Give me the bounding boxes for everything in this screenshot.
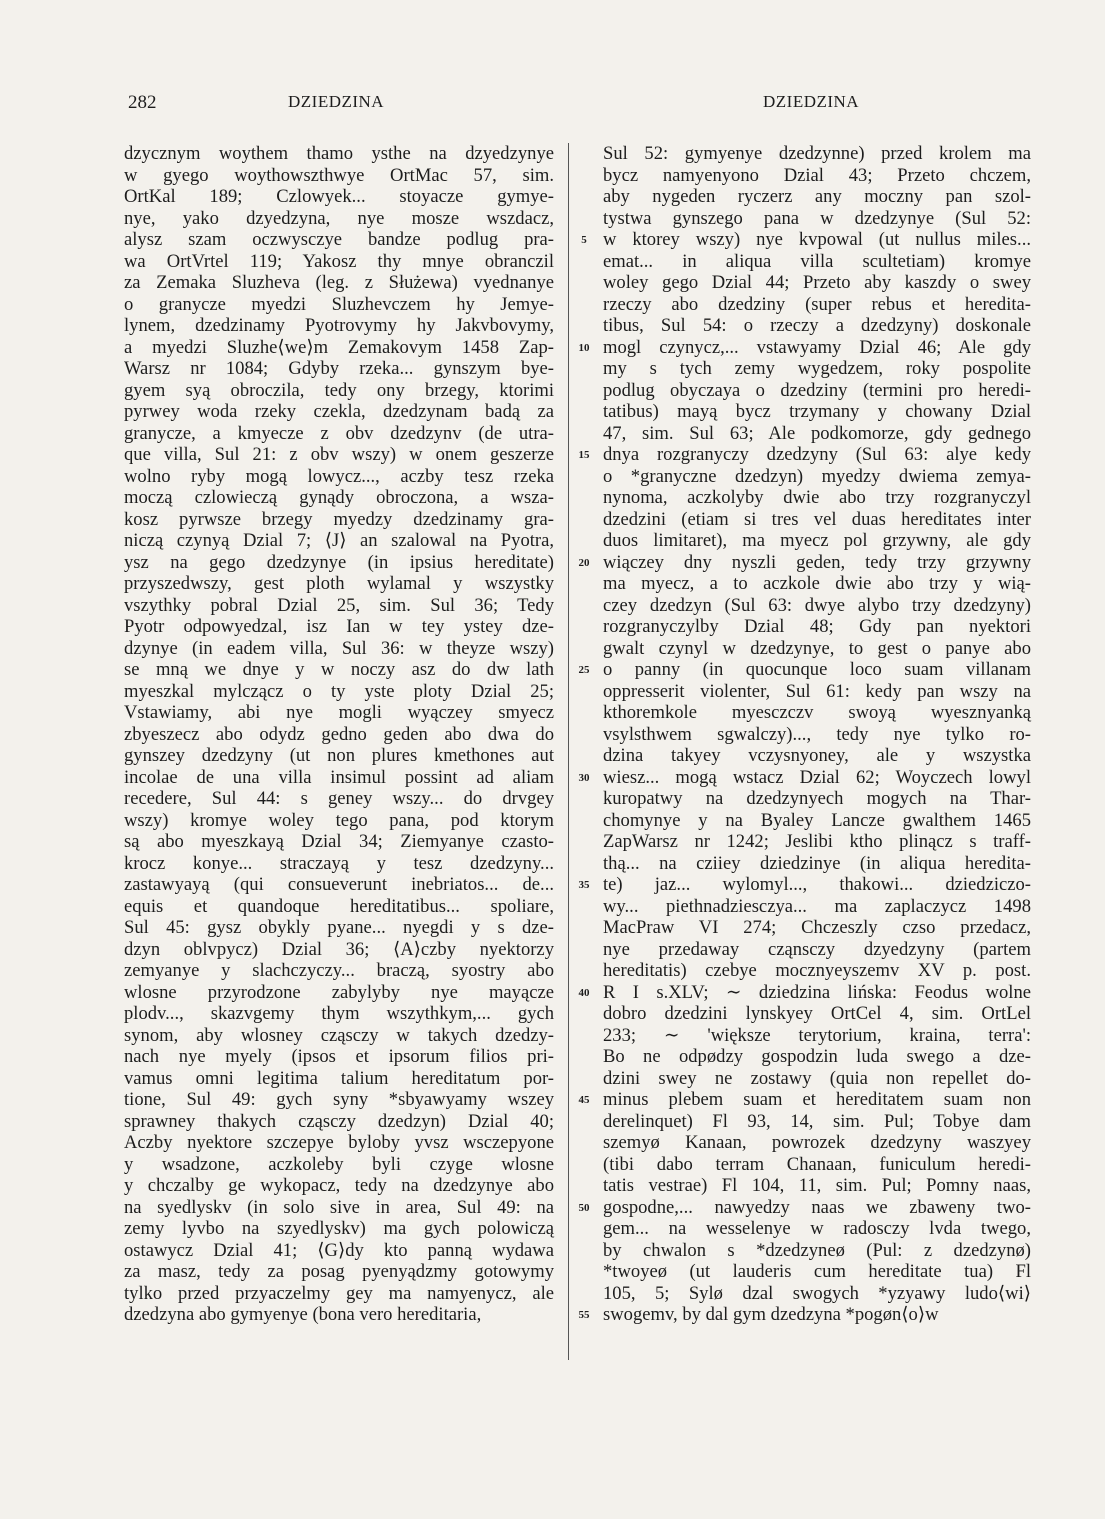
line-number: 15: [578, 449, 590, 461]
left-column: [124, 143, 554, 1326]
text-line: derelinquet) Fl 93, 14, sim. Pul; Tobye dam: [603, 1110, 1031, 1132]
text-line: wlosne przyrodzone zabylyby nye mayącze: [124, 981, 554, 1003]
text-line: dobro dzedzini lynskyey OrtCel 4, sim. OrtLel: [603, 1003, 1031, 1024]
text-line: mogl czynycz,... vstawyamy Dzial 46; Ale gdy: [603, 336, 1031, 358]
text-line: my s tych zemy wygedzem, roky pospolite: [603, 358, 1031, 379]
line-number: 55: [578, 1309, 590, 1321]
text-line: vsylsthwem sgwalczy)..., tedy nye tylko ro-: [603, 723, 1031, 745]
line-number: 40: [578, 986, 590, 999]
running-head-right: DZIEDZINA: [763, 92, 860, 111]
text-line: chomynye y na Byaley Lancze gwalthem 1465: [603, 809, 1031, 831]
text-line: vszythky pobral Dzial 25, sim. Sul 36; Tedy: [124, 594, 554, 616]
page-number: 282: [128, 92, 157, 113]
text-line: zemyanye y slachczyczy... braczą, syostry abo: [124, 960, 554, 981]
text-line: bycz namyenyono Dzial 43; Przeto chczem,: [603, 164, 1031, 186]
text-line: ostawycz Dzial 41; ⟨G⟩dy kto panną wydawa: [124, 1239, 554, 1261]
right-column: [603, 143, 1031, 1326]
text-line: te) jaz... wylomyl..., thakowi... dziedziczo-: [603, 874, 1031, 895]
text-line: o panny (in quocunque loco suam villanam: [603, 659, 1031, 680]
text-line: Vstawiamy, abi nye mogli wyączey smyecz: [124, 702, 554, 723]
text-line: 47, sim. Sul 63; Ale podkomorze, gdy gednego: [603, 422, 1031, 444]
text-line: krocz konye... straczayą y tesz dzedzyny...: [124, 852, 554, 874]
text-line: MacPraw VI 274; Chczeszly czso przedacz,: [603, 917, 1031, 938]
text-line: w ktorey wszy) nye kvpowal (ut nullus miles...: [603, 229, 1031, 250]
text-line: podlug obyczaya o dzedziny (termini pro heredi-: [603, 379, 1031, 401]
text-line: minus plebem suam et hereditatem suam non: [603, 1089, 1031, 1110]
text-line: hereditatis) czebye mocznyeyszemv XV p. post.: [603, 960, 1031, 981]
text-line: wy... piethnadziesczya... ma zaplaczycz 1498: [603, 895, 1031, 917]
text-line: tylko przed przyaczelmy gey ma namyenycz, ale: [124, 1282, 554, 1304]
text-line: dzini swey ne zostawy (quia non repellet do-: [603, 1067, 1031, 1089]
text-line: wolno ryby mogą lowycz..., aczby tesz rzeka: [124, 465, 554, 487]
text-line: czey dzedzyn (Sul 63: dwye alybo trzy dzedzyny): [603, 594, 1031, 616]
text-line: zastawyayą (qui consueverunt inebriatos... de...: [124, 874, 554, 895]
text-line: pyrwey woda rzeky czekla, dzedzynam badą za: [124, 401, 554, 422]
text-line: nach nye myely (ipsos et ipsorum filios pri-: [124, 1046, 554, 1067]
text-line: kosz pyrwsze brzegy myedzy dzedzinamy gra-: [124, 508, 554, 530]
text-line: dzedzyna abo gymyenye (bona vero hereditaria,: [124, 1304, 482, 1325]
text-line: *twoyeø (ut lauderis cum hereditate tua) Fl: [603, 1261, 1031, 1282]
text-line: kthoremkole myesczczv swoyą wyesznyanką: [603, 702, 1031, 723]
text-line: niczą czynyą Dzial 7; ⟨J⟩ an szalowal na Pyotra,: [124, 530, 554, 551]
text-line: myeszkal mylcząсz o ty yste ploty Dzial 25;: [124, 680, 554, 702]
text-line: granycze, a kmyecze z obv dzedzynv (de utra-: [124, 422, 554, 444]
line-number: 20: [578, 556, 590, 569]
text-line: ysz na gego dzedzynye (in ipsius hereditate): [124, 551, 554, 573]
text-line: gospodne,... nawyedzy naas we zbaweny two-: [603, 1196, 1031, 1218]
text-line: (tibi dabo terram Chanaan, funiculum heredi-: [603, 1153, 1031, 1175]
text-line: swogemv, by dal gym dzedzyna *pogøn⟨o⟩w: [603, 1304, 939, 1325]
line-number: 10: [578, 341, 590, 354]
text-line: oppresserit violenter, Sul 61: kedy pan wszy na: [603, 680, 1031, 702]
text-line: dzycznym woythem thamo ysthe na dzyedzynye: [124, 143, 554, 164]
text-line: tione, Sul 49: gych syny *sbyawyamy wszey: [124, 1089, 554, 1110]
text-line: incolae de una villa insimul possint ad aliam: [124, 766, 554, 788]
text-line: sprawney thakych cząsczy dzedzyn) Dzial 40;: [124, 1110, 554, 1132]
text-line: przyszedwszy, gest ploth wylamal y wszystky: [124, 573, 554, 594]
text-line: lynem, dzedzinamy Pyotrovymy hy Jakvbovymy,: [124, 315, 554, 336]
text-line: zbyeszecz abo odydz gedno geden abo dwa do: [124, 723, 554, 745]
text-line: są abo myeszkayą Dzial 34; Ziemyanye czasto-: [124, 831, 554, 852]
text-line: tatis vestrae) Fl 104, 11, sim. Pul; Pomny naas,: [603, 1175, 1031, 1196]
text-line: y wsadzone, aczkoleby byli czyge wlosne: [124, 1153, 554, 1175]
running-head-left: DZIEDZINA: [288, 92, 385, 111]
text-line: wa OrtVrtel 119; Yakosz thy mnye obranczil: [124, 250, 554, 272]
text-line: rozgranyczylby Dzial 48; Gdy pan nyektori: [603, 616, 1031, 637]
text-line: za masz, tedy za posag pyenyądzmy gotowymy: [124, 1261, 554, 1282]
text-line: tibus, Sul 54: o rzeczy a dzedzyny) doskonale: [603, 315, 1031, 336]
text-line: emat... in aliqua villa scultetiam) kromye: [603, 250, 1031, 272]
column-divider: [568, 143, 570, 1360]
text-line: gynszey dzedzyny (ut non plures kmethones aut: [124, 745, 554, 766]
text-line: gem... na wesselenye w radosczy lvda twego,: [603, 1218, 1031, 1239]
text-line: kuropatwy na dzedzynyech mogych na Thar-: [603, 788, 1031, 809]
text-line: dnya rozgranyczy dzedzyny (Sul 63: alye kedy: [603, 444, 1031, 465]
text-line: se mną we dnye y w noczy asz do dw lath: [124, 659, 554, 680]
text-line: alysz szam oczwysczye bandze podlug pra-: [124, 229, 554, 250]
line-number: 5: [581, 234, 587, 246]
text-line: thą... na cziiey dziedzinye (in aliqua heredita-: [603, 852, 1031, 874]
text-line: na syedlyskv (in solo sive in area, Sul 49: na: [124, 1196, 554, 1218]
text-line: dzynye (in eadem villa, Sul 36: w theyze wszy): [124, 637, 554, 659]
text-line: vamus omni legitima talium hereditatum por-: [124, 1067, 554, 1089]
text-line: nye przedaway cząnsczy dzyedzyny (partem: [603, 938, 1031, 960]
text-line: woley gego Dzial 44; Przeto aby kaszdy o swey: [603, 272, 1031, 293]
text-line: nynoma, aczkolyby dwie abo trzy rozgranyczyl: [603, 487, 1031, 508]
text-line: dzyn oblvpycz) Dzial 36; ⟨A⟩czby nyektorzy: [124, 938, 554, 960]
text-line: 233; ∼ 'większe terytorium, kraina, terra':: [603, 1024, 1031, 1046]
text-line: o *granyczne dzedzyn) myedzy dwiema zemya-: [603, 465, 1031, 487]
text-line: equis et quandoque hereditatibus... spoliare,: [124, 895, 554, 917]
text-line: dzina takyey vczysnyoney, ale y wszystka: [603, 745, 1031, 766]
text-line: wiączey dny nyszli geden, tedy trzy grzywny: [603, 551, 1031, 573]
text-line: moczą czlowieczą gynądy obroczona, a wsza-: [124, 487, 554, 508]
text-line: wszy) kromye woley tego pana, pod ktorym: [124, 809, 554, 831]
text-line: aby nygeden ryczerz any moczny pan szol-: [603, 186, 1031, 207]
text-line: plodv..., skazvgemy thym wszythkym,... gych: [124, 1003, 554, 1024]
text-line: synom, aby wlosney cząsczy w takych dzedzy-: [124, 1024, 554, 1046]
text-line: a myedzi Sluzhe⟨we⟩m Zemakovym 1458 Zap-: [124, 336, 554, 358]
text-line: y chczalby ge wykopacz, tedy na dzedzynye abo: [124, 1175, 554, 1196]
line-number: 35: [578, 879, 590, 891]
text-line: Sul 45: gysz obykly pyane... nyegdi y s dze-: [124, 917, 554, 938]
text-line: wiesz... mogą wstacz Dzial 62; Woyczech lowyl: [603, 766, 1031, 788]
text-line: szemyø Kanaan, powrozek dzedzyny waszyey: [603, 1132, 1031, 1153]
text-line: que villa, Sul 21: z obv wszy) w onem geszerze: [124, 444, 554, 465]
text-line: OrtKal 189; Czlowyek... stoyacze gymye-: [124, 186, 554, 207]
text-line: rzeczy abo dzedziny (super rebus et heredita-: [603, 293, 1031, 315]
text-line: 105, 5; Sylø dzal swogych *yzyawy ludo⟨wi⟩: [603, 1282, 1031, 1304]
text-line: o granycze myedzi Sluzhevczem hy Jemye-: [124, 293, 554, 315]
text-line: recedere, Sul 44: s geney wszy... do drvgey: [124, 788, 554, 809]
text-line: Sul 52: gymyenye dzedzynne) przed krolem ma: [603, 143, 1031, 164]
text-line: Bo ne odpødzy gospodzin luda swego a dze-: [603, 1046, 1031, 1067]
text-line: by chwalon s *dzedzyneø (Pul: z dzedzynø): [603, 1239, 1031, 1261]
text-line: tatibus) mayą bycz trzymany y chowany Dzial: [603, 401, 1031, 422]
text-line: Warsz nr 1084; Gdyby rzeka... gynszym bye-: [124, 358, 554, 379]
line-number: 30: [578, 771, 590, 784]
text-line: gwalt czynyl w dzedzynye, to gest o panye abo: [603, 637, 1031, 659]
text-line: ZapWarsz nr 1242; Jeslibi ktho plinącz s traff-: [603, 831, 1031, 852]
text-line: R I s.XLV; ∼ dziedzina lińska: Feodus wolne: [603, 981, 1031, 1003]
text-line: za Zemaka Sluzheva (leg. z Służewa) vyednanye: [124, 272, 554, 293]
text-line: Pyotr odpowyedzal, isz Ian w tey ystey dze-: [124, 616, 554, 637]
text-line: gyem syą obroczila, tedy ony brzegy, ktorimi: [124, 379, 554, 401]
text-line: zemy lyvbo na szyedlyskv) ma gych polowiczą: [124, 1218, 554, 1239]
text-line: ma myecz, a to aczkole dwie abo trzy y wią-: [603, 573, 1031, 594]
text-line: Aczby nyektore szczepye byloby yvsz wsczepyone: [124, 1132, 554, 1153]
text-line: dzedzini (etiam si tres vel duas hereditates inter: [603, 508, 1031, 530]
line-number: 45: [578, 1094, 590, 1106]
line-number: 50: [578, 1201, 590, 1214]
text-line: w gyego woythowszthwye OrtMac 57, sim.: [124, 164, 554, 186]
text-line: tystwa gynszego pana w dzedzynye (Sul 52:: [603, 207, 1031, 229]
text-line: duos limitaret), ma myecz pol grzywny, ale gdy: [603, 530, 1031, 551]
text-line: nye, yako dzyedzyna, nye mosze wszdacz,: [124, 207, 554, 229]
line-number: 25: [578, 664, 590, 676]
running-header: [0, 92, 1105, 116]
